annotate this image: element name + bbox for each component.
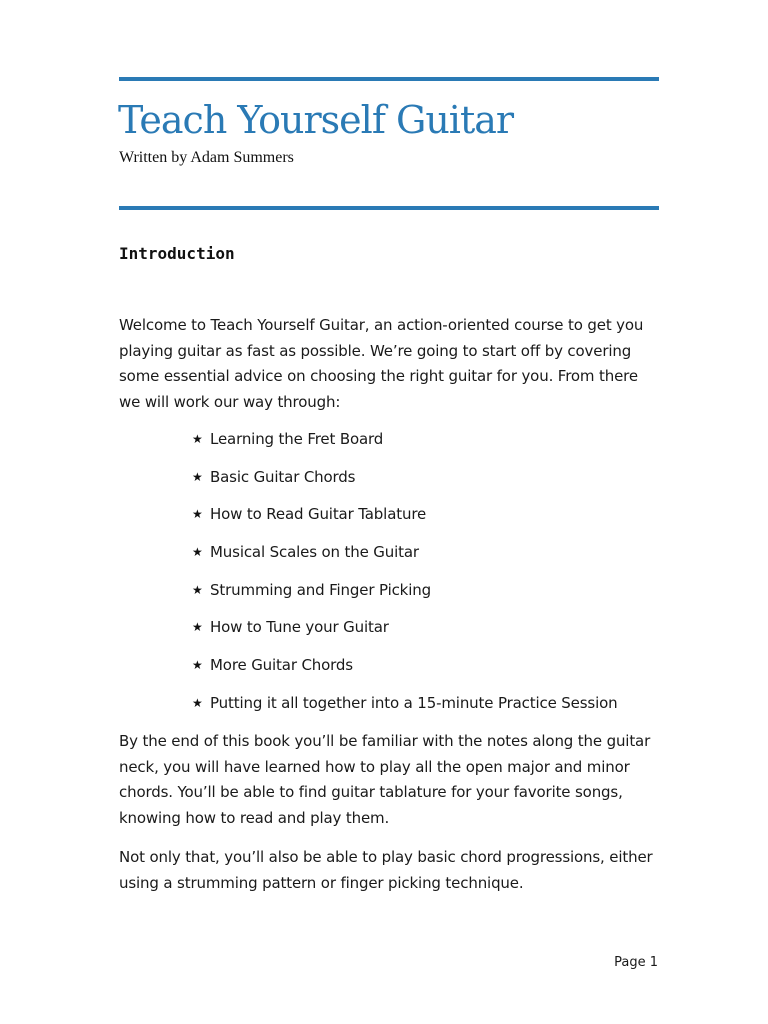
star-icon: ★ [192, 658, 203, 673]
list-item [192, 654, 617, 692]
list-item-text: Learning the Fret Board [210, 430, 384, 448]
star-icon: ★ [192, 620, 203, 635]
list-item [192, 692, 617, 730]
list-item-text: Musical Scales on the Guitar [210, 543, 419, 562]
intro-paragraph: Welcome to Teach Yourself Guitar, an action-oriented course to get you playing guitar as fast as possible. We’re going to start off by covering some essential advice on choosing the right guitar for you. From there we will work our way through: [119, 316, 644, 411]
closing-paragraph: Not only that, you’ll also be able to play basic chord progressions, either using a strumming pattern or finger picking technique. [119, 848, 653, 892]
star-icon: ★ [192, 582, 203, 597]
summary-paragraph: By the end of this book you’ll be familiar with the notes along the guitar neck, you will have learned how to play all the open major and minor chords. You’ll be able to find guitar tablature for your favorite songs, knowing how to read and play them. [119, 732, 651, 827]
section-heading-introduction: Introduction [119, 244, 235, 263]
list-item [192, 466, 617, 504]
title-bottom-rule [119, 206, 659, 210]
document-subtitle: Written by Adam Summers [119, 149, 294, 166]
topics-list [192, 428, 617, 730]
list-item-text: How to Tune your Guitar [210, 618, 389, 637]
list-item [192, 428, 617, 466]
list-item-text: Strumming and Finger Picking [210, 580, 431, 599]
title-top-rule [119, 77, 659, 81]
list-item-text: More Guitar Chords [210, 656, 353, 675]
star-icon: ★ [192, 432, 203, 446]
star-icon: ★ [192, 507, 203, 522]
page-number: Page 1 [614, 955, 658, 970]
list-item-text: Putting it all together into a 15-minute Practice Session [210, 693, 618, 712]
list-item-text: How to Read Guitar Tablature [210, 505, 427, 524]
list-item [192, 503, 617, 541]
star-icon: ★ [192, 545, 203, 560]
list-item [192, 579, 617, 617]
star-icon: ★ [192, 695, 203, 710]
star-icon: ★ [192, 469, 203, 484]
document-title: Teach Yourself Guitar [118, 98, 514, 142]
list-item [192, 616, 617, 654]
list-item-text: Basic Guitar Chords [210, 467, 356, 486]
list-item [192, 541, 617, 579]
